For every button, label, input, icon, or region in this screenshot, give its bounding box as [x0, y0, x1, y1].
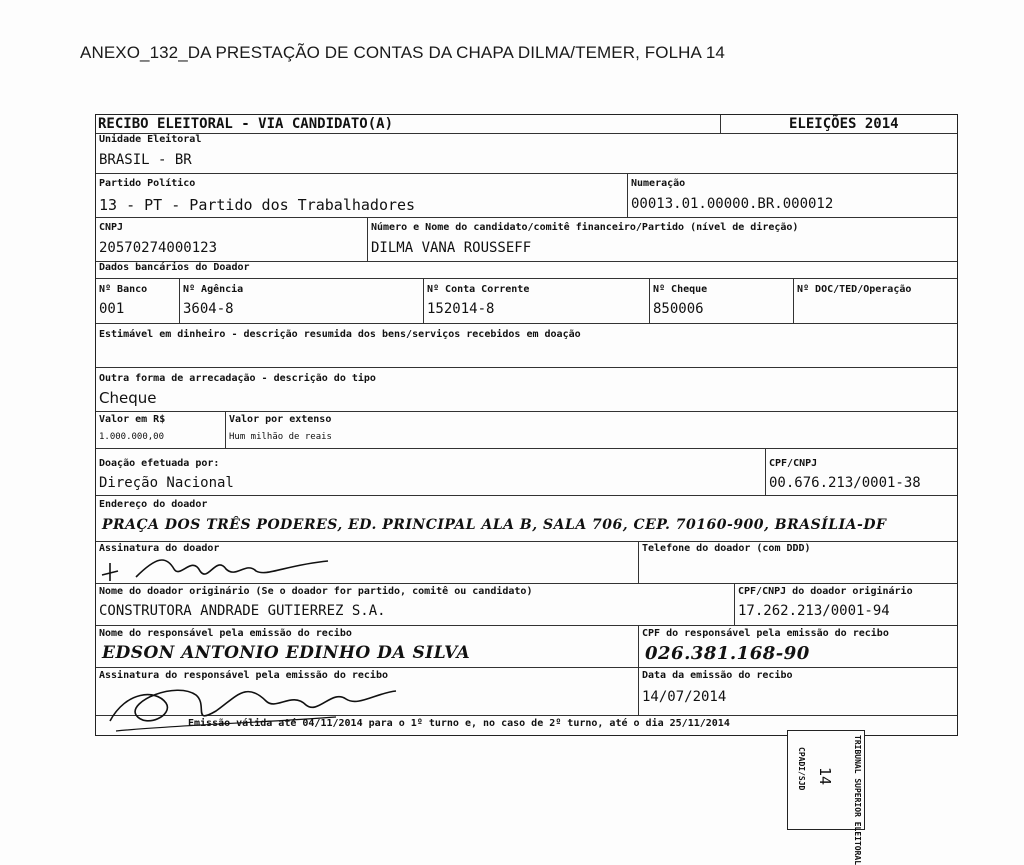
endereco-label: Endereço do doador	[99, 499, 208, 510]
cnpj-label: CNPJ	[99, 222, 124, 233]
partido-label: Partido Político	[99, 178, 196, 189]
candidato-label: Número e Nome do candidato/comitê financeiro/Partido (nível de direção)	[371, 222, 799, 233]
candidato-value: DILMA VANA ROUSSEFF	[371, 240, 532, 256]
stamp-org: TRIBUNAL SUPERIOR ELEITORAL	[853, 735, 862, 865]
assinatura-doador-label: Assinatura do doador	[99, 543, 220, 554]
doador-originario-label: Nome do doador originário (Se o doador for partido, comitê ou candidato)	[99, 586, 533, 597]
outra-forma-value: Cheque	[99, 389, 157, 407]
doc-ted-label: Nº DOC/TED/Operação	[797, 284, 912, 295]
agencia-label: Nº Agência	[183, 284, 244, 295]
cpf-originario-label: CPF/CNPJ do doador originário	[738, 586, 913, 597]
doador-originario-value: CONSTRUTORA ANDRADE GUTIERREZ S.A.	[99, 603, 386, 619]
dados-bancarios-row	[96, 261, 957, 279]
cnpj-row	[96, 217, 957, 262]
valor-row	[96, 411, 957, 449]
page-title: ANEXO_132_DA PRESTAÇÃO DE CONTAS DA CHAPA DILMA/TEMER, FOLHA 14	[80, 43, 725, 62]
footer-note: Emissão válida até 04/11/2014 para o 1º turno e, no caso de 2º turno, até o dia 25/11/2014	[188, 718, 730, 729]
outra-forma-label: Outra forma de arrecadação - descrição do tipo	[99, 373, 376, 384]
responsavel-value: EDSON ANTONIO EDINHO DA SILVA	[102, 643, 471, 663]
responsavel-row	[96, 625, 957, 668]
valor-value: 1.000.000,00	[99, 432, 165, 442]
dados-bancarios-label: Dados bancários do Doador	[99, 262, 250, 273]
estimavel-label: Estimável em dinheiro - descrição resumida dos bens/serviços recebidos em doação	[99, 329, 581, 340]
bank-details-row	[96, 278, 957, 324]
numeracao-label: Numeração	[631, 178, 686, 189]
valor-label: Valor em R$	[99, 414, 166, 425]
cpf-cnpj-value: 00.676.213/0001-38	[769, 475, 921, 491]
stamp-number: 14	[816, 767, 834, 786]
receipt-form	[95, 114, 958, 736]
conta-value: 152014-8	[427, 301, 495, 317]
receipt-header-row	[96, 115, 957, 134]
cnpj-value: 20570274000123	[99, 240, 218, 256]
assinatura-resp-row	[96, 667, 957, 716]
cheque-label: Nº Cheque	[653, 284, 708, 295]
unidade-value: BRASIL - BR	[99, 152, 192, 168]
doacao-value: Direção Nacional	[99, 475, 234, 491]
valor-extenso-label: Valor por extenso	[229, 414, 332, 425]
partido-row	[96, 173, 957, 218]
conta-label: Nº Conta Corrente	[427, 284, 530, 295]
unidade-row	[96, 133, 957, 174]
doacao-label: Doação efetuada por:	[99, 458, 220, 469]
endereco-row	[96, 495, 957, 542]
banco-label: Nº Banco	[99, 284, 148, 295]
valor-extenso-value: Hum milhão de reais	[229, 432, 332, 442]
assinatura-doador-row	[96, 541, 957, 584]
doacao-row	[96, 448, 957, 496]
data-emissao-label: Data da emissão do recibo	[642, 670, 793, 681]
estimavel-row	[96, 323, 957, 368]
cheque-value: 850006	[653, 301, 704, 317]
receipt-title: RECIBO ELEITORAL - VIA CANDIDATO(A)	[98, 116, 394, 132]
election-label: ELEIÇÕES 2014	[789, 116, 899, 132]
data-emissao-value: 14/07/2014	[642, 689, 727, 705]
cpf-responsavel-label: CPF do responsável pela emissão do recibo	[642, 628, 889, 639]
endereco-value: PRAÇA DOS TRÊS PODERES, ED. PRINCIPAL ALA B, SALA 706, CEP. 70160-900, BRASÍLIA-DF	[102, 517, 887, 533]
cpf-cnpj-label: CPF/CNPJ	[769, 458, 818, 469]
unidade-label: Unidade Eleitoral	[99, 134, 202, 145]
agencia-value: 3604-8	[183, 301, 234, 317]
telefone-label: Telefone do doador (com DDD)	[642, 543, 811, 554]
stamp-sub: CPADI/SJD	[797, 747, 806, 791]
cpf-responsavel-value: 026.381.168-90	[645, 643, 810, 664]
donor-signature	[96, 547, 336, 583]
assinatura-resp-label: Assinatura do responsável pela emissão do recibo	[99, 670, 388, 681]
partido-value: 13 - PT - Partido dos Trabalhadores	[99, 196, 416, 214]
cpf-originario-value: 17.262.213/0001-94	[738, 603, 890, 619]
banco-value: 001	[99, 301, 125, 317]
doador-originario-row	[96, 583, 957, 626]
outra-forma-row	[96, 367, 957, 412]
responsavel-label: Nome do responsável pela emissão do recibo	[99, 628, 352, 639]
tse-stamp	[787, 730, 865, 865]
numeracao-value: 00013.01.00000.BR.000012	[631, 196, 834, 212]
